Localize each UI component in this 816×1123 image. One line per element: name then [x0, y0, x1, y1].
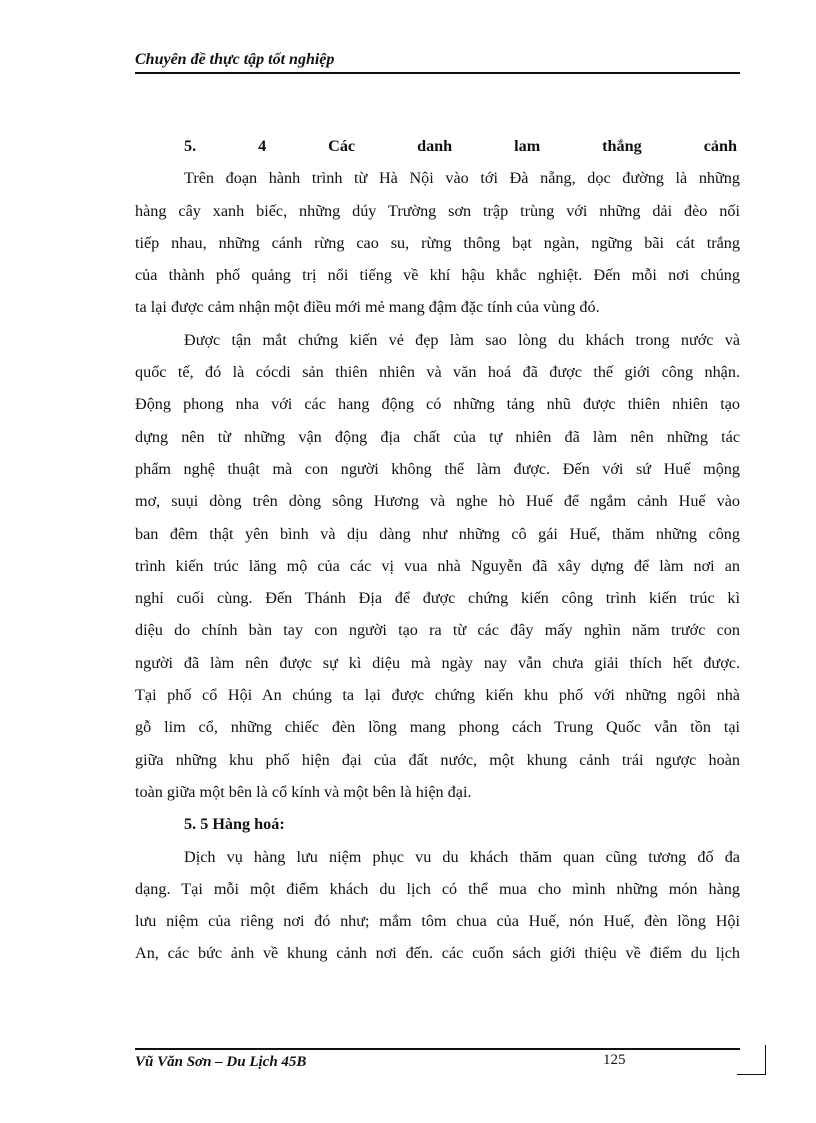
section-heading-5-4 — [135, 130, 740, 162]
footer-author: Vũ Văn Sơn – Du Lịch 45B — [135, 1054, 307, 1070]
paragraph-2 — [135, 324, 740, 808]
paragraph-line: An, các bức ảnh về khung cảnh nơi đến. các cuốn sách giới thiệu về điểm du lịch — [135, 944, 740, 963]
header-rule — [135, 72, 740, 74]
paragraph-line: hàng cây xanh biếc, những dúy Trường sơn trập trùng với những dải đèo nối — [135, 201, 740, 220]
paragraph-line: ban đêm thật yên bình và dịu dàng như những cô gái Huế, thăm những công — [135, 524, 740, 543]
paragraph-line: gỗ lim cổ, những chiếc đèn lồng mang phong cách Trung Quốc vẫn tồn tại — [135, 718, 740, 737]
paragraph-line: giữa những khu phố hiện đại của đất nước, một khung cảnh trái ngược hoàn — [135, 750, 740, 769]
paragraph-line: dựng nên từ những vận động địa chất của tự nhiên đã làm nên những tác — [135, 427, 740, 446]
paragraph-line: phẩm nghệ thuật mà con người không thể làm được. Đến với sứ Huế mộng — [135, 459, 740, 478]
section-heading-word: 4 — [258, 137, 267, 155]
page-border-corner-bottom — [737, 1074, 765, 1075]
paragraph-line: người đã làm nên được sự kì diệu mà ngày nay vẫn chưa giải thích hết được. — [135, 653, 740, 672]
header-title: Chuyên đề thực tập tốt nghiệp — [135, 51, 335, 68]
page-number: 125 — [603, 1052, 626, 1068]
paragraph-line: Trên đoạn hành trình từ Hà Nội vào tới Đà nẵng, dọc đường là những — [184, 169, 740, 188]
paragraph-line: lưu niệm của riêng nơi đó như; mắm tôm chua của Huế, nón Huế, đèn lồng Hội — [135, 912, 740, 931]
section-heading-word: cảnh — [703, 137, 737, 155]
paragraph-line: Được tận mắt chứng kiến vẻ đẹp làm sao lòng du khách trong nước và — [184, 330, 740, 349]
paragraph-line: mơ, suụi dòng trên dòng sông Hương và nghe hò Huế để ngắm cảnh Huế vào — [135, 492, 740, 511]
paragraph-line: diệu do chính bàn tay con người tạo ra từ các đây mấy nghìn năm trước con — [135, 621, 740, 640]
section-heading-word: thắng — [602, 137, 642, 155]
paragraph-line: tiếp nhau, những cánh rừng cao su, rừng thông bạt ngàn, ngững bãi cát trắng — [135, 233, 740, 252]
paragraph-line: dạng. Tại mỗi một điểm khách du lịch có thể mua cho mình những món hàng — [135, 879, 740, 898]
paragraph-line: Tại phố cổ Hội An chúng ta lại được chứng kiến khu phố với những ngôi nhà — [135, 686, 740, 705]
page-body — [135, 130, 740, 970]
subheading-5-5: 5. 5 Hàng hoá: — [184, 815, 285, 834]
paragraph-3 — [135, 841, 740, 970]
paragraph-line: của thành phố quảng trị nổi tiếng về khí hậu khắc nghiệt. Đến mỗi nơi chúng — [135, 266, 740, 285]
paragraph-line: Động phong nha với các hang động có những tảng nhũ được thiên nhiên tạo — [135, 395, 740, 414]
paragraph-line: nghỉ cuối cùng. Đến Thánh Địa để được chứng kiến công trình kiến trúc kì — [135, 589, 740, 608]
paragraph-1 — [135, 162, 740, 323]
paragraph-line: toàn giữa một bên là cổ kính và một bên là hiện đại. — [135, 782, 472, 801]
footer-rule — [135, 1048, 740, 1050]
paragraph-line: trình kiến trúc lăng mộ của các vị vua nhà Nguyễn đã xây dựng để làm nơi an — [135, 556, 740, 575]
section-heading-word: danh — [417, 137, 453, 155]
section-heading-word: Các — [328, 137, 356, 155]
paragraph-line: ta lại được cảm nhận một điều mới mẻ mang đậm đặc tính của vùng đó. — [135, 298, 600, 317]
paragraph-line: quốc tế, đó là cócdi sản thiên nhiên và văn hoá đã được thế giới công nhận. — [135, 363, 740, 382]
page-border-corner — [765, 1045, 766, 1075]
section-heading-word: lam — [514, 137, 541, 155]
page-header — [135, 50, 740, 70]
paragraph-line: Dịch vụ hàng lưu niệm phục vu du khách thăm quan cũng tương đố đa — [184, 847, 740, 866]
section-heading-word: 5. — [184, 137, 197, 155]
